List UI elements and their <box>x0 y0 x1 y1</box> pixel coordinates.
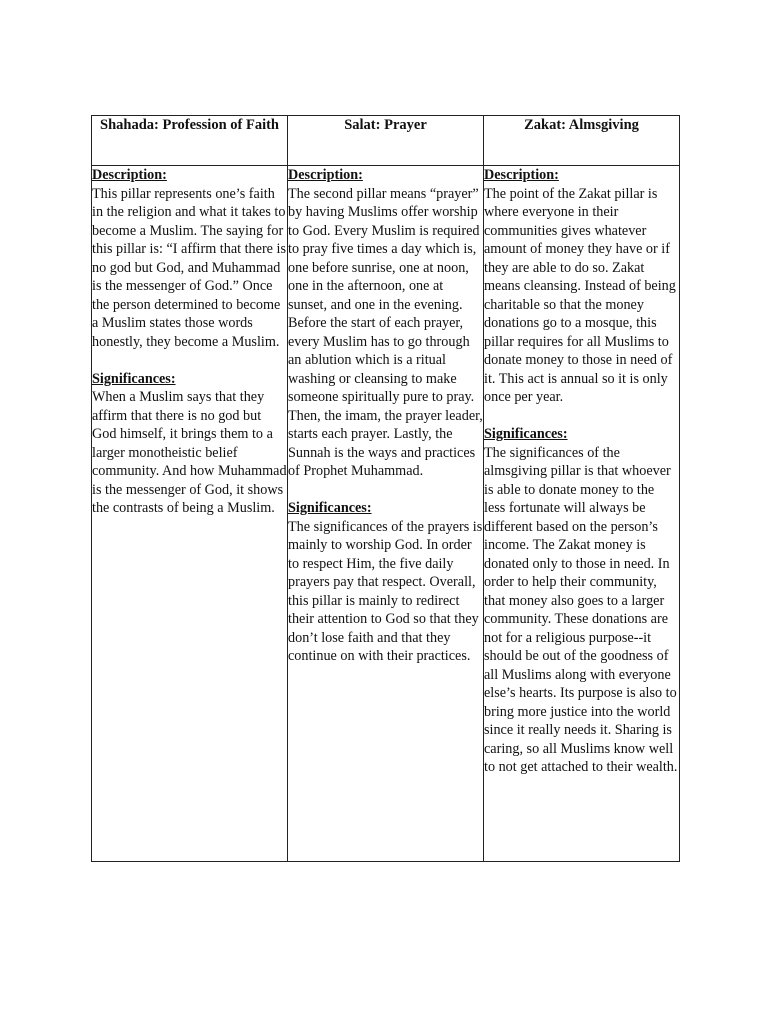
column-header-salat: Salat: Prayer <box>288 116 484 166</box>
section-gap <box>92 351 287 370</box>
significances-label: Significances: <box>484 426 568 442</box>
description-label: Description: <box>484 167 559 183</box>
significances-label: Significances: <box>92 370 176 387</box>
cell-shahada <box>92 166 288 862</box>
significances-text: When a Muslim says that they affirm that there is no god but God himself, it brings them to a larger monotheistic belief community. And how Muhammad is the messenger of God, it shows the contrasts of being a Muslim. <box>92 389 287 516</box>
cell-salat <box>288 166 484 862</box>
description-text: The second pillar means “prayer” by having Muslims offer worship to God. Every Muslim is required to pray five times a day which is, one before sunrise, one at noon, one in the afternoon, one at sunset, and one in the evening. Before the start of each prayer, every Muslim has to go through an ablution which is a ritual washing or cleansing to make someone spiritually pure to pray. Then, the imam, the prayer leader, starts each prayer. Lastly, the Sunnah is the ways and practices of Prophet Muhammad. <box>288 185 483 479</box>
description-text: The point of the Zakat pillar is where everyone in their communities gives whatever amount of money they have or if they are able to do so. Zakat means cleansing. Instead of being charitable so that the money donations go to a mosque, this pillar requires for all Muslims to donate money to those in need of it. This act is annual so it is only once per year. <box>484 185 676 405</box>
significances-text: The significances of the almsgiving pillar is that whoever is able to donate money to the less fortunate will always be different based on the person’s income. The Zakat money is donated only to those in need. In order to help their community, that money also goes to a larger community. These donations are not for a religious purpose--it should be out of the goodness of all Muslims along with everyone else’s hearts. Its purpose is also to bring more justice into the world since it really needs it. Sharing is caring, so all Muslims know well to not get attached to their wealth. <box>484 444 678 775</box>
table-header-row <box>92 116 680 166</box>
description-label: Description: <box>288 167 363 183</box>
section-gap <box>288 481 483 500</box>
description-text: This pillar represents one’s faith in the religion and what it takes to become a Muslim. The saying for this pillar is: “I affirm that there is no god but God, and Muhammad is the messenger of God.” Once the person determined to become a Muslim states those words honestly, they become a Muslim. <box>92 185 286 350</box>
significances-text: The significances of the prayers is mainly to worship God. In order to respect Him, the five daily prayers pay that respect. Overall, this pillar is mainly to redirect their attention to God so that they don’t lose faith and that they continue on with their practices. <box>288 518 483 664</box>
table-body-row <box>92 166 680 862</box>
column-header-zakat: Zakat: Almsgiving <box>484 116 680 166</box>
pillars-table <box>91 115 680 862</box>
description-label: Description: <box>92 167 167 183</box>
cell-zakat <box>484 166 680 862</box>
column-header-shahada: Shahada: Profession of Faith <box>92 116 288 166</box>
section-gap <box>484 407 679 426</box>
significances-label: Significances: <box>288 500 372 516</box>
